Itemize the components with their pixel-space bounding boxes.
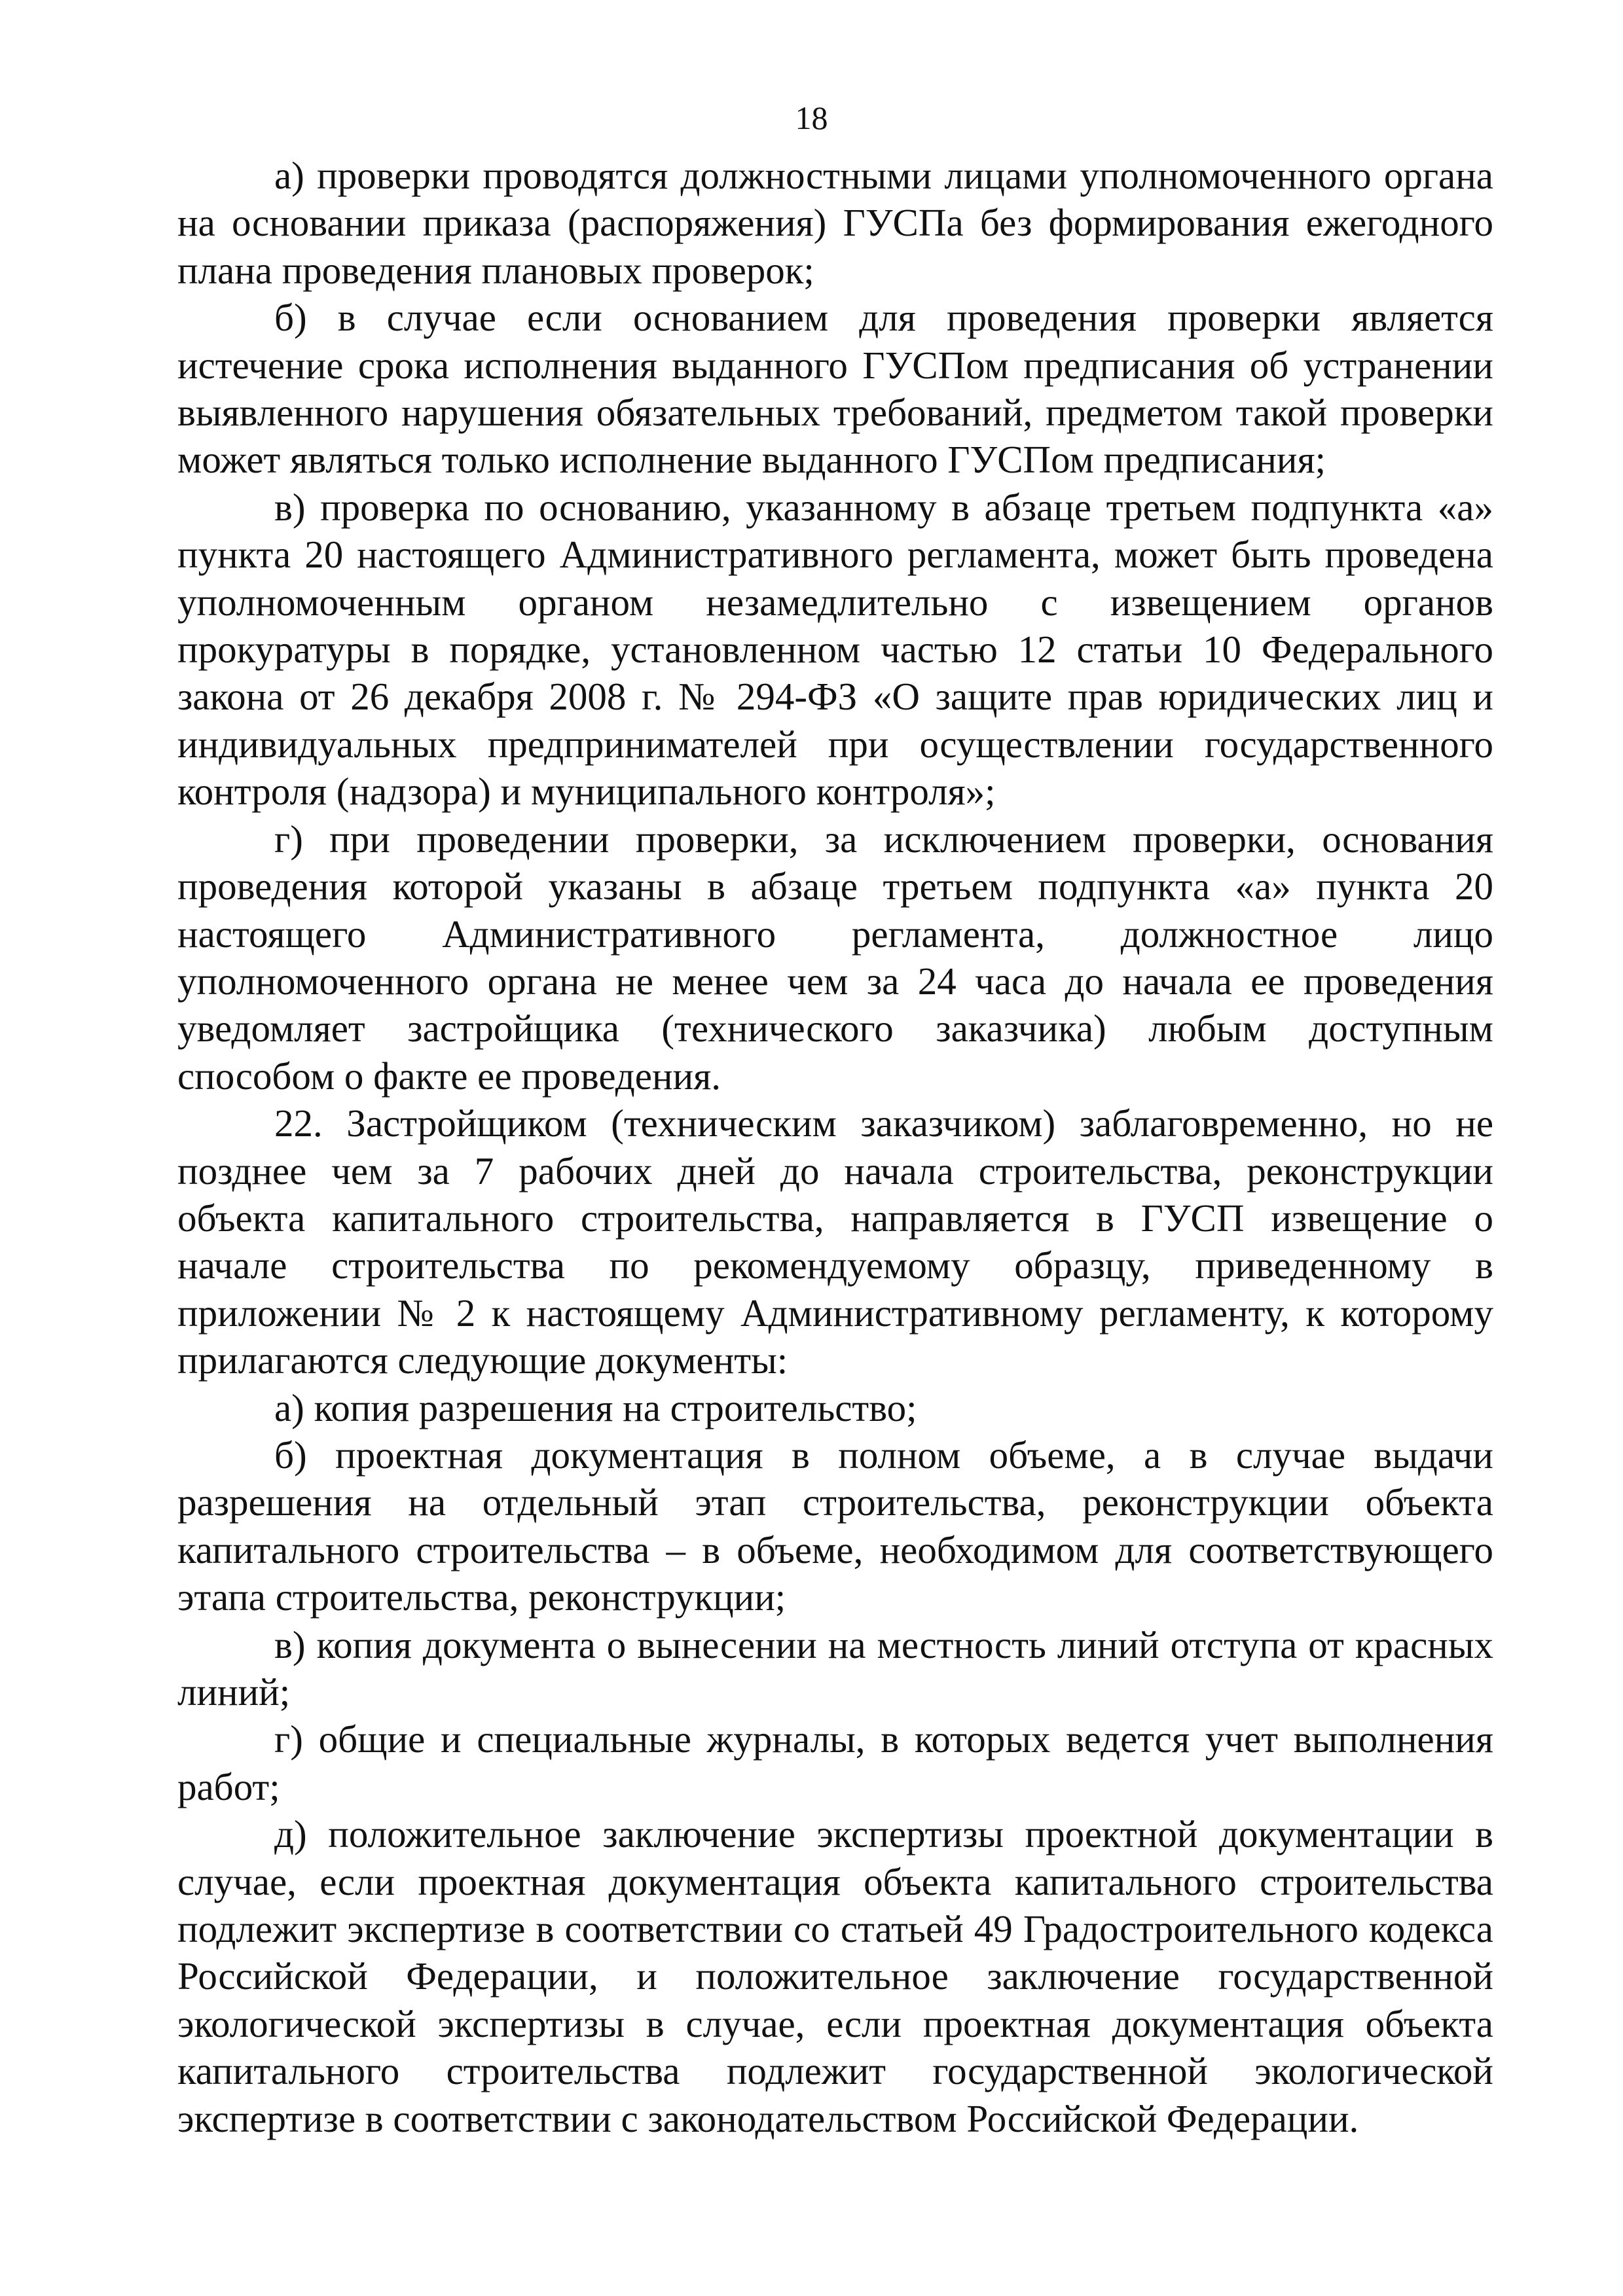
paragraph-g-developer-notification: г) при проведении проверки, за исключением проверки, основания проведения которой указаны в абзаце третьем подпункта «а» пункта 20 настоящего Административного регламента, должностное лицо уполномоченного органа не менее чем за 24 часа до начала ее проведения уведомляет застройщика (технического заказчика) любым доступным способом о факте ее проведения. <box>177 817 1493 1098</box>
paragraph-b-inspection-grounds: б) в случае если основанием для проведения проверки является истечение срока исполнения выданного ГУСПом предписания об устранении выявленного нарушения обязательных требований, предметом такой проверки может являться только исполнение выданного ГУСПом предписания; <box>177 296 1493 482</box>
paragraph-a-inspections: а) проверки проводятся должностными лицами уполномоченного органа на основании приказа (распоряжения) ГУСПа без формирования ежегодного плана проведения плановых проверок; <box>177 154 1493 292</box>
paragraph-v-red-lines-document: в) копия документа о вынесении на местность линий отступа от красных линий; <box>177 1623 1493 1713</box>
paragraph-b-project-documentation: б) проектная документация в полном объеме, а в случае выдачи разрешения на отдельный этап строительства, реконструкции объекта капитального строительства – в объеме, необходимом для соответствующего этапа строительства, реконструкции; <box>177 1433 1493 1619</box>
paragraph-a-permit-copy: а) копия разрешения на строительство; <box>274 1386 917 1429</box>
paragraph-d-expert-conclusion: д) положительное заключение экспертизы проектной документации в случае, если проектная документация объекта капитального строительства подлежит экспертизе в соответствии со статьей 49 Градостроительного кодекса Российской Федерации, и положительное заключение государственной экологической экспертизы в случае, если проектная документация объекта капитального строительства подлежит государственной экологической экспертизе в соответствии с законодательством Российской Федерации. <box>177 1812 1493 2140</box>
document-body <box>177 152 1493 2142</box>
paragraph-g-work-journals: г) общие и специальные журналы, в которых ведется учет выполнения работ; <box>177 1717 1493 1808</box>
paragraph-22-construction-notice: 22. Застройщиком (техническим заказчиком) заблаговременно, но не позднее чем за 7 рабочих дней до начала строительства, реконструкции объекта капитального строительства, направляется в ГУСП извещение о начале строительства по рекомендуемому образцу, приведенному в приложении № 2 к настоящему Административному регламенту, к которому прилагаются следующие документы: <box>177 1102 1493 1382</box>
page-number: 18 <box>795 99 828 136</box>
paragraph-v-prosecutor-notice: в) проверка по основанию, указанному в абзаце третьем подпункта «а» пункта 20 настоящего Административного регламента, может быть проведена уполномоченным органом незамедлительно с извещением органов прокуратуры в порядке, установленном частью 12 статьи 10 Федерального закона от 26 декабря 2008 г. № 294-ФЗ «О защите прав юридических лиц и индивидуальных предпринимателей при осуществлении государственного контроля (надзора) и муниципального контроля»; <box>177 485 1493 814</box>
